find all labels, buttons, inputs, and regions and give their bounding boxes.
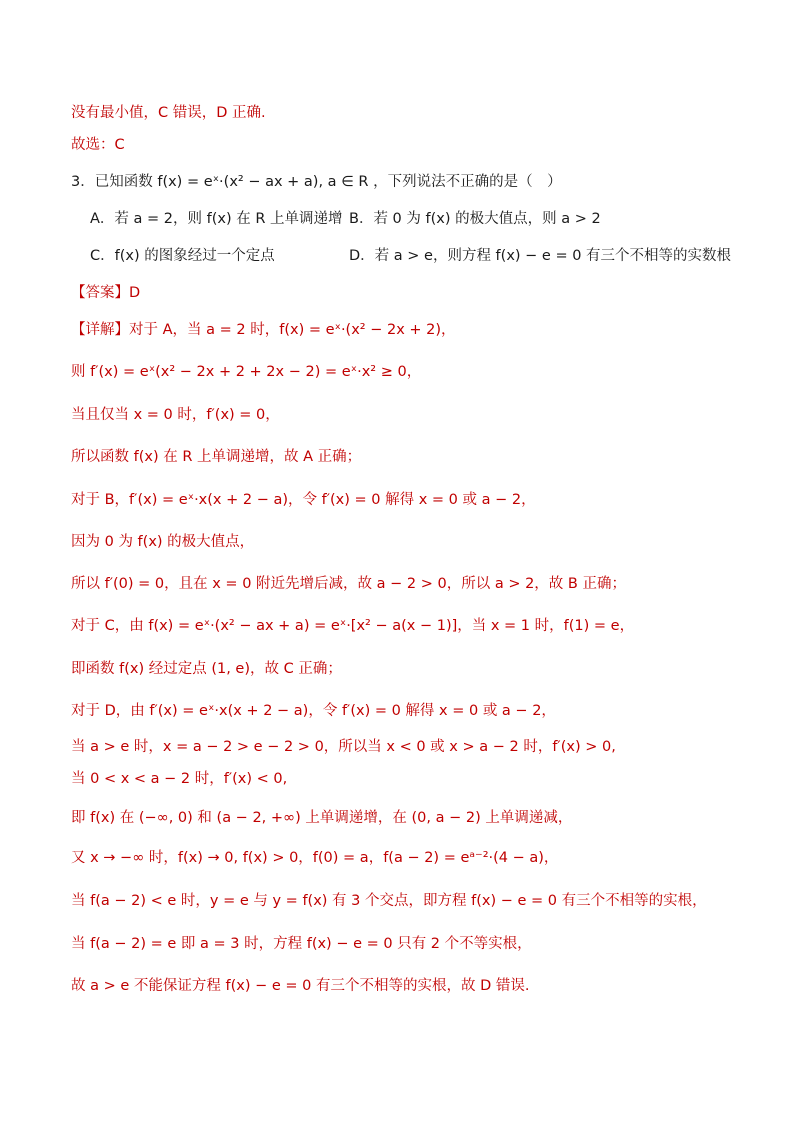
option-b: B．若 0 为 f(x) 的极大值点，则 a > 2 (349, 211, 601, 227)
detail-line-17: 故 a > e 不能保证方程 f(x) − e = 0 有三个不相等的实根，故 D 错误. (71, 978, 530, 994)
detail-line-1: 【详解】对于 A，当 a = 2 时，f(x) = eˣ·(x² − 2x + 2)， (71, 322, 456, 338)
detail-line-7: 所以 f′(0) = 0，且在 x = 0 附近先增后减，故 a − 2 > 0，所以 a > 2，故 B 正确； (71, 576, 626, 592)
text-line-1: 没有最小值，C 错误，D 正确. (71, 105, 266, 121)
detail-line-10: 对于 D，由 f′(x) = eˣ·x(x + 2 − a)，令 f′(x) = 0 解得 x = 0 或 a − 2， (71, 703, 556, 719)
detail-line-13: 即 f(x) 在 (−∞, 0) 和 (a − 2, +∞) 上单调递增，在 (0, a − 2) 上单调递减， (71, 810, 573, 826)
detail-line-15: 当 f(a − 2) < e 时，y = e 与 y = f(x) 有 3 个交点，即方程 f(x) − e = 0 有三个不相等的实根， (71, 893, 707, 909)
option-d: D．若 a > e，则方程 f(x) − e = 0 有三个不相等的实数根 (349, 248, 732, 264)
detail-line-8: 对于 C，由 f(x) = eˣ·(x² − ax + a) = eˣ·[x² − a(x − 1)]，当 x = 1 时，f(1) = e， (71, 618, 635, 634)
detail-line-4: 所以函数 f(x) 在 R 上单调递增，故 A 正确； (71, 449, 362, 465)
detail-line-3: 当且仅当 x = 0 时，f′(x) = 0， (71, 407, 280, 423)
detail-line-9: 即函数 f(x) 经过定点 (1, e)，故 C 正确； (71, 661, 342, 677)
detail-line-2: 则 f′(x) = eˣ(x² − 2x + 2 + 2x − 2) = eˣ·x² ≥ 0， (71, 364, 422, 380)
detail-line-14: 又 x → −∞ 时，f(x) → 0, f(x) > 0，f(0) = a，f(a − 2) = eᵃ⁻²·(4 − a)， (71, 850, 559, 866)
question-stem: 3．已知函数 f(x) = eˣ·(x² − ax + a), a ∈ R ，下列说法不正确的是（ ） (71, 174, 562, 190)
detail-line-16: 当 f(a − 2) = e 即 a = 3 时，方程 f(x) − e = 0 只有 2 个不等实根， (71, 936, 532, 952)
detail-line-5: 对于 B，f′(x) = eˣ·x(x + 2 − a)，令 f′(x) = 0 解得 x = 0 或 a − 2， (71, 492, 536, 508)
detail-line-12: 当 0 < x < a − 2 时，f′(x) < 0, (71, 771, 288, 787)
answer-line: 【答案】D (71, 285, 141, 301)
detail-line-6: 因为 0 为 f(x) 的极大值点， (71, 534, 255, 550)
option-c: C．f(x) 的图象经过一个定点 (90, 248, 275, 264)
text-line-2: 故选：C (71, 137, 125, 153)
detail-line-11: 当 a > e 时，x = a − 2 > e − 2 > 0，所以当 x < 0 或 x > a − 2 时，f′(x) > 0, (71, 739, 616, 755)
option-a: A．若 a = 2，则 f(x) 在 R 上单调递增 (90, 211, 343, 227)
